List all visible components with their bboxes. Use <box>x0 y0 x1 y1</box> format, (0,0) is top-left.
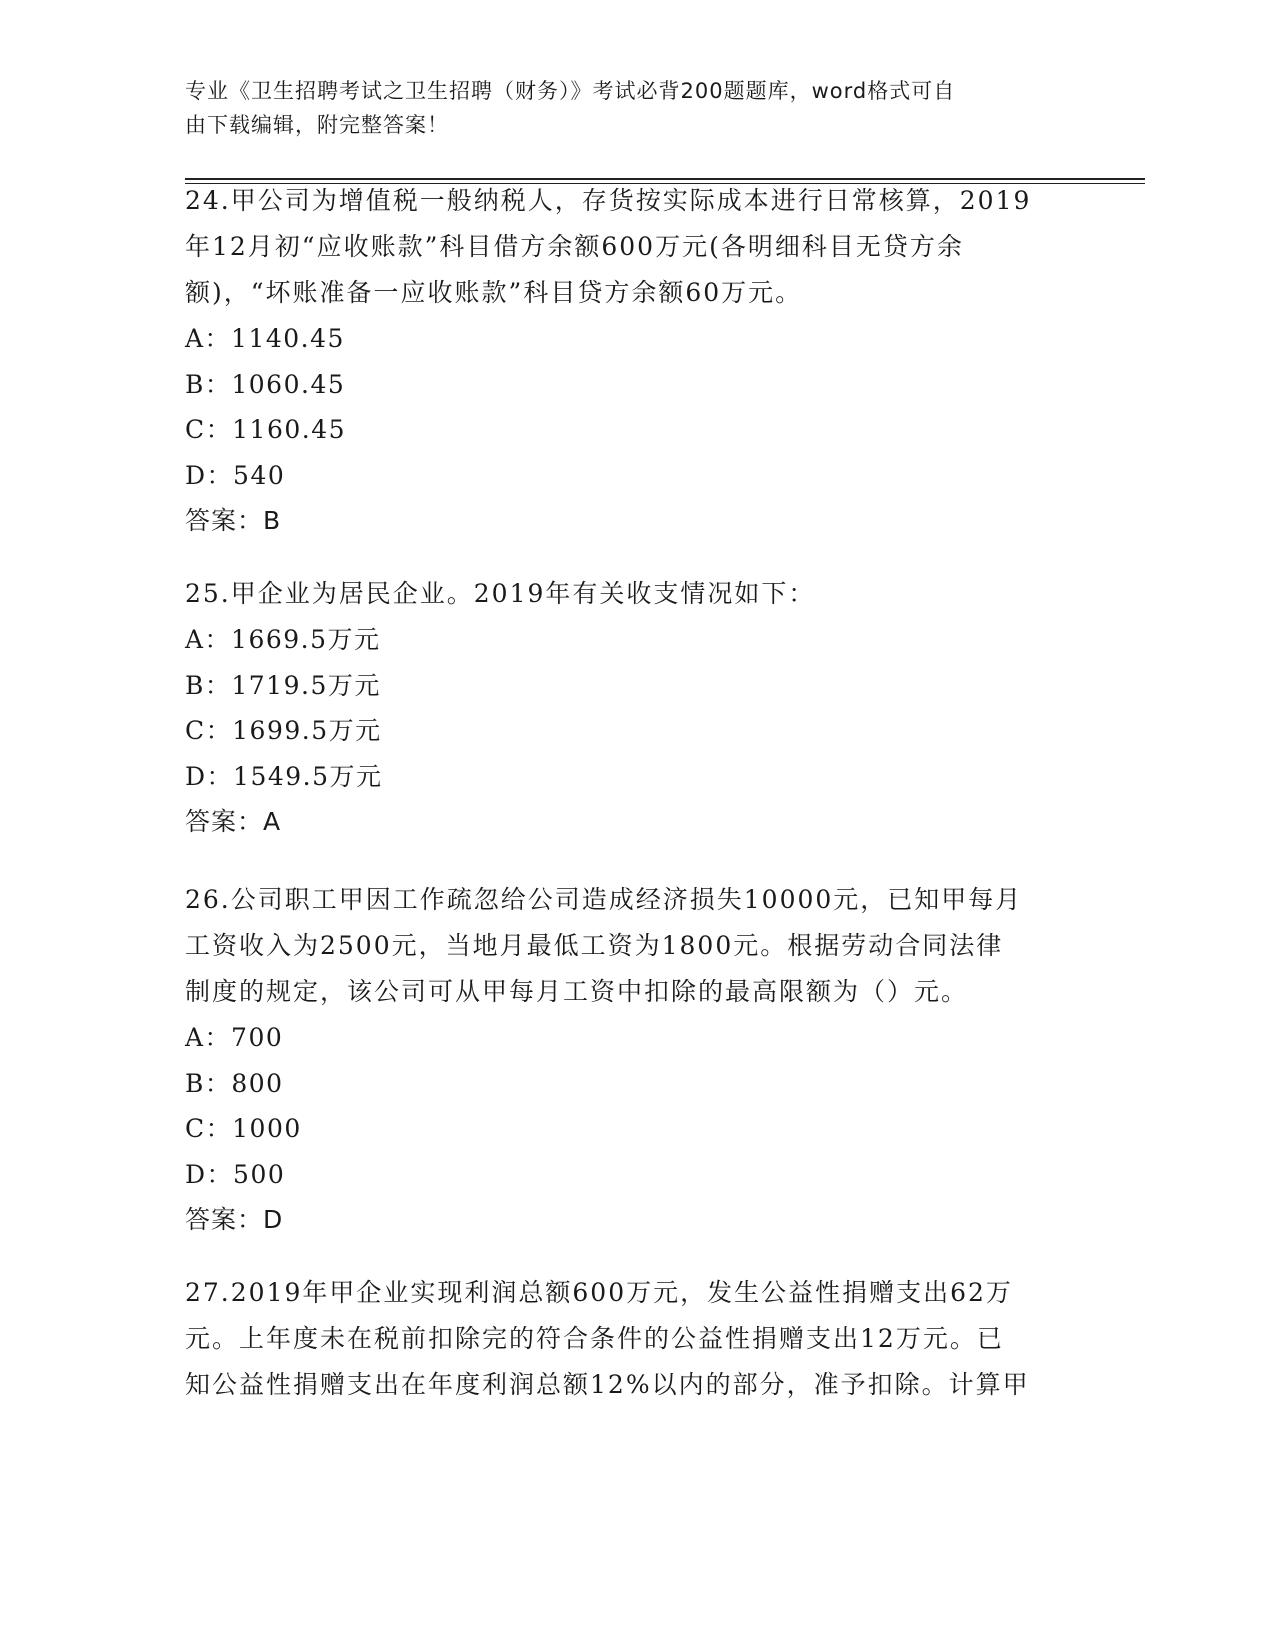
option-c: C：1000 <box>185 1114 302 1143</box>
option-a: A：1669.5万元 <box>185 625 381 654</box>
question-stem-line: 年12月初“应收账款”科目借方余额600万元(各明细科目无贷方余 <box>185 232 964 261</box>
answer-line: 答案：A <box>185 807 282 836</box>
question-stem-line: 工资收入为2500元，当地月最低工资为1800元。根据劳动合同法律 <box>185 931 1004 960</box>
question-stem-line: 25.甲企业为居民企业。2019年有关收支情况如下： <box>185 579 816 608</box>
option-c: C：1160.45 <box>185 415 347 444</box>
question-24 <box>185 178 1085 544</box>
option-b: B：1060.45 <box>185 369 346 399</box>
header-line-1: 专业《卫生招聘考试之卫生招聘（财务）》考试必背200题题库，word格式可自 <box>185 79 956 103</box>
option-c: C：1699.5万元 <box>185 716 382 745</box>
option-d: D：500 <box>185 1159 286 1189</box>
question-27 <box>185 1270 1085 1408</box>
option-b: B：1719.5万元 <box>185 670 381 700</box>
question-stem-line: 26.公司职工甲因工作疏忽给公司造成经济损失10000元，已知甲每月 <box>185 885 1023 914</box>
question-stem-line: 额)，“坏账准备一应收账款”科目贷方余额60万元。 <box>185 278 803 307</box>
option-a: A：700 <box>185 1023 284 1052</box>
option-b: B：800 <box>185 1068 284 1098</box>
option-d: D：1549.5万元 <box>185 761 383 791</box>
answer-line: 答案：D <box>185 1205 284 1234</box>
question-25 <box>185 571 1085 845</box>
header-line-2: 由下载编辑，附完整答案！ <box>185 113 449 137</box>
question-stem-line: 制度的规定，该公司可从甲每月工资中扣除的最高限额为（）元。 <box>185 977 969 1006</box>
option-a: A：1140.45 <box>185 324 345 353</box>
question-stem-line: 元。上年度未在税前扣除完的符合条件的公益性捐赠支出12万元。已 <box>185 1324 1004 1353</box>
question-stem-line: 知公益性捐赠支出在年度利润总额12%以内的部分，准予扣除。计算甲 <box>185 1370 1030 1399</box>
question-stem-line: 24.甲公司为增值税一般纳税人，存货按实际成本进行日常核算，2019 <box>185 186 1032 215</box>
question-26 <box>185 877 1085 1243</box>
question-stem-line: 27.2019年甲企业实现利润总额600万元，发生公益性捐赠支出62万 <box>185 1278 1013 1307</box>
option-d: D：540 <box>185 460 286 490</box>
document-header <box>185 74 1065 142</box>
answer-line: 答案：B <box>185 506 282 535</box>
